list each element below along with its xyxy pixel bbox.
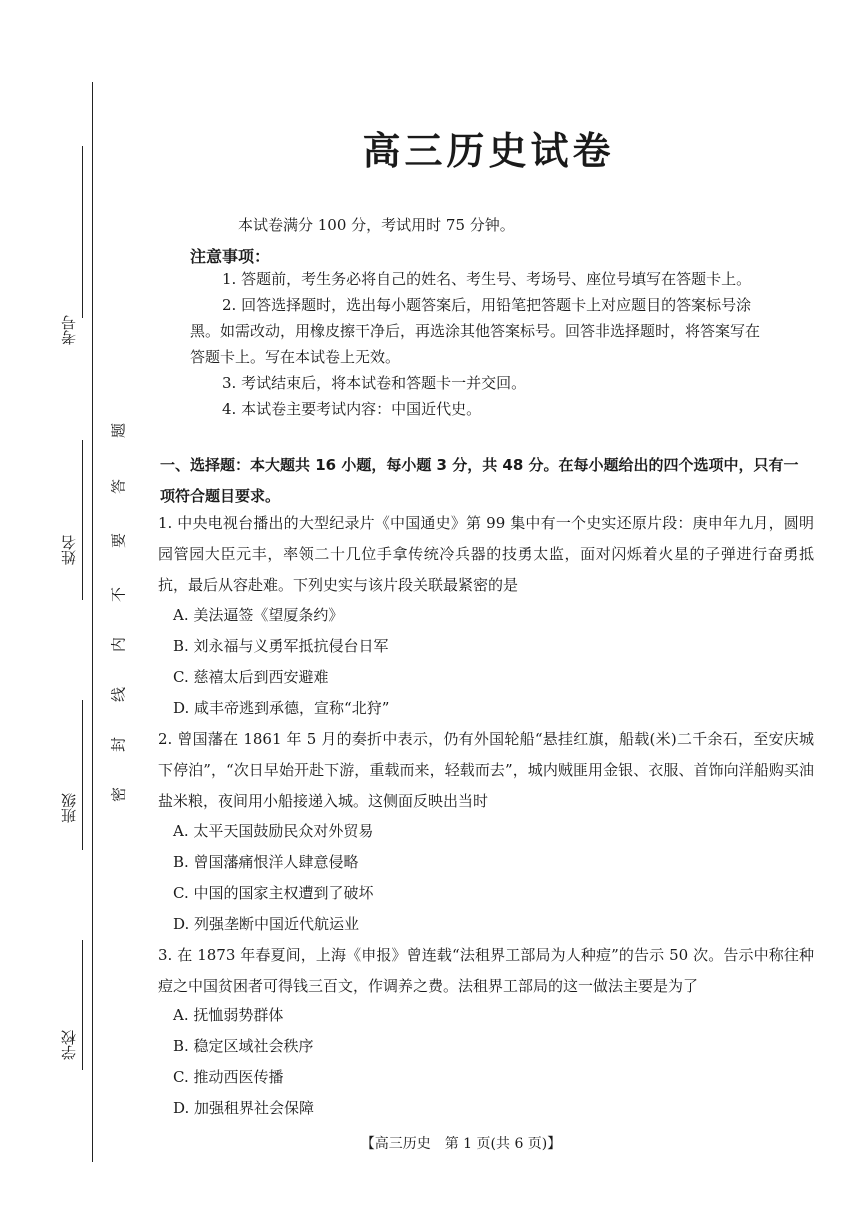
notice-item: 3. 考试结束后，将本试卷和答题卡一并交回。 <box>222 374 527 392</box>
seal-char: 题 <box>109 423 128 439</box>
school-line <box>82 940 83 1070</box>
seal-char: 不 <box>109 587 128 603</box>
seal-char: 要 <box>109 533 128 549</box>
class-label: 班级 <box>60 793 78 823</box>
school-label: 学校 <box>60 1030 78 1060</box>
question-stem: 2. 曾国藩在 1861 年 5 月的奏折中表示，仍有外国轮船“悬挂红旗，船载(米)二千余石，至安庆城下停泊”，“次日早始开赴下游，重载而来，轻载而去”，城内贼匪用金银、衣服、首饰向洋船购买油盐米粮，夜间用小船接递入城。这侧面反映出当时 <box>158 730 814 810</box>
seal-char: 线 <box>109 687 128 703</box>
name-line <box>82 440 83 600</box>
seal-char: 答 <box>109 479 128 495</box>
option: C. 慈禧太后到西安避难 <box>173 668 329 686</box>
option: D. 列强垄断中国近代航运业 <box>173 915 360 933</box>
notice-item: 2. 回答选择题时，选出每小题答案后，用铅笔把答题卡上对应题目的答案标号涂 <box>222 296 752 314</box>
notice-item: 答题卡上。写在本试卷上无效。 <box>190 348 401 366</box>
notice-item: 黑。如需改动，用橡皮擦干净后，再选涂其他答案标号。回答非选择题时，将答案写在 <box>190 322 761 340</box>
option: B. 稳定区域社会秩序 <box>173 1037 314 1055</box>
exam-intro: 本试卷满分 100 分，考试用时 75 分钟。 <box>238 216 515 234</box>
binding-line <box>92 82 93 1162</box>
class-line <box>82 700 83 850</box>
name-label: 姓名 <box>60 535 78 565</box>
seal-char: 封 <box>109 737 128 753</box>
seal-char: 密 <box>109 787 128 803</box>
page-footer: 【高三历史 第 1 页(共 6 页)】 <box>360 1136 562 1152</box>
section-heading: 一、选择题：本大题共 16 小题，每小题 3 分，共 48 分。在每小题给出的四个选项中，只有一项符合题目要求。 <box>160 456 799 505</box>
binding-margin <box>0 0 140 1227</box>
notice-item: 1. 答题前，考生务必将自己的姓名、考生号、考场号、座位号填写在答题卡上。 <box>222 270 752 288</box>
page-title: 高三历史试卷 <box>362 129 615 173</box>
option: D. 咸丰帝逃到承德，宣称“北狩” <box>173 699 390 717</box>
option: B. 曾国藩痛恨洋人肆意侵略 <box>173 853 359 871</box>
option: A. 美法逼签《望厦条约》 <box>173 606 344 624</box>
seal-char: 内 <box>109 637 128 653</box>
option: A. 太平天国鼓励民众对外贸易 <box>173 822 374 840</box>
notice-heading: 注意事项： <box>190 247 271 266</box>
option: C. 中国的国家主权遭到了破坏 <box>173 884 374 902</box>
exam-number-label: 考号 <box>60 315 78 345</box>
option: A. 抚恤弱势群体 <box>173 1006 284 1024</box>
option: D. 加强租界社会保障 <box>173 1099 315 1117</box>
question-stem: 3. 在 1873 年春夏间，上海《申报》曾连载“法租界工部局为人种痘”的告示 50 次。告示中称往种痘之中国贫困者可得钱三百文，作调养之费。法租界工部局的这一做法主要是为了 <box>158 946 814 995</box>
notice-item: 4. 本试卷主要考试内容：中国近代史。 <box>222 400 482 418</box>
option: B. 刘永福与义勇军抵抗侵台日军 <box>173 637 389 655</box>
option: C. 推动西医传播 <box>173 1068 284 1086</box>
question-stem: 1. 中央电视台播出的大型纪录片《中国通史》第 99 集中有一个史实还原片段：庚申年九月，圆明园管园大臣元丰，率领二十几位手拿传统冷兵器的技勇太监，面对闪烁着火星的子弹进行奋勇抵抗，最后从容赴难。下列史实与该片段关联最紧密的是 <box>158 514 814 594</box>
